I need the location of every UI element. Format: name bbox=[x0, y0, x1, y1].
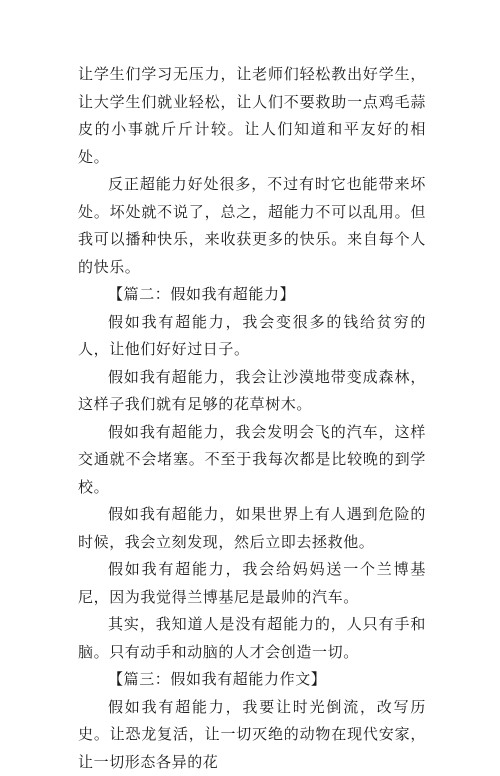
paragraph-8: 其实，我知道人是没有超能力的，人只有手和脑。只有动手和动脑的人才会创造一切。 bbox=[78, 611, 426, 666]
paragraph-1: 让学生们学习无压力，让老师们轻松教出好学生，让大学生们就业轻松，让人们不要救助一点鸡毛蒜皮的小事就斤斤计较。让人们知道和平友好的相处。 bbox=[78, 61, 426, 171]
section-heading-3: 【篇三：假如我有超能力作文】 bbox=[78, 666, 426, 694]
document-page bbox=[78, 61, 426, 776]
paragraph-6: 假如我有超能力，如果世界上有人遇到危险的时候，我会立刻发现，然后立即去拯救他。 bbox=[78, 501, 426, 556]
paragraph-7: 假如我有超能力，我会给妈妈送一个兰博基尼，因为我觉得兰博基尼是最帅的汽车。 bbox=[78, 556, 426, 611]
paragraph-5: 假如我有超能力，我会发明会飞的汽车，这样交通就不会堵塞。不至于我每次都是比较晚的到学校。 bbox=[78, 419, 426, 502]
paragraph-3: 假如我有超能力，我会变很多的钱给贫穷的人，让他们好好过日子。 bbox=[78, 309, 426, 364]
paragraph-2: 反正超能力好处很多，不过有时它也能带来坏处。坏处就不说了，总之，超能力不可以乱用。但我可以播种快乐，来收获更多的快乐。来自每个人的快乐。 bbox=[78, 171, 426, 281]
section-heading-2: 【篇二：假如我有超能力】 bbox=[78, 281, 426, 309]
paragraph-4: 假如我有超能力，我会让沙漠地带变成森林，这样子我们就有足够的花草树木。 bbox=[78, 364, 426, 419]
paragraph-9: 假如我有超能力，我要让时光倒流，改写历史。让恐龙复活，让一切灭绝的动物在现代安家，让一切形态各异的花 bbox=[78, 694, 426, 776]
